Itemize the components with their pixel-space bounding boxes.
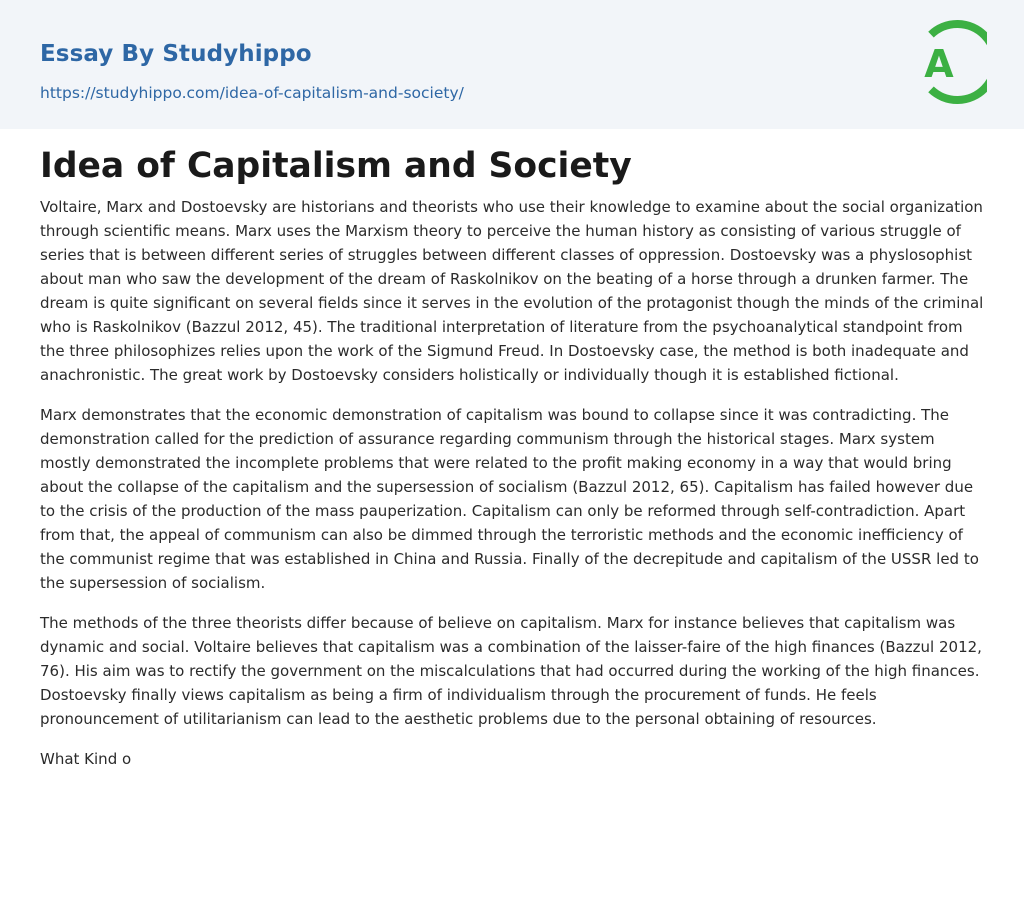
studyhippo-logo-icon[interactable] xyxy=(911,18,987,106)
essay-body xyxy=(40,195,986,787)
essay-paragraph-3: The methods of the three theorists differ because of believe on capitalism. Marx for instance believes that capitalism was dynamic and social. Voltaire believes that capitalism was a combination of the laisser-faire of the high finances (Bazzul 2012, 76). His aim was to rectify the government on the miscalculations that had occurred during the working of the high finances. Dostoevsky finally views capitalism as being a firm of individualism through the procurement of funds. He feels pronouncement of utilitarianism can lead to the aesthetic problems due to the personal obtaining of resources. xyxy=(40,614,982,728)
essay-title: Idea of Capitalism and Society xyxy=(40,146,632,186)
essay-paragraph-4-truncated: What Kind o xyxy=(40,750,132,768)
essay-paragraph-1: Voltaire, Marx and Dostoevsky are historians and theorists who use their knowledge to examine about the social organization through scientific means. Marx uses the Marxism theory to perceive the human history as consisting of various struggle of series that is between different series of struggles between different classes of oppression. Dostoevsky was a physlosophist about man who saw the development of the dream of Raskolnikov on the beating of a horse through a drunken farmer. The dream is quite significant on several fields since it serves in the evolution of the protagonist though the minds of the criminal who is Raskolnikov (Bazzul 2012, 45). The traditional interpretation of literature from the psychoanalytical standpoint from the three philosophizes relies upon the work of the Sigmund Freud. In Dostoevsky case, the method is both inadequate and anachronistic. The great work by Dostoevsky considers holistically or individually though it is established fictional. xyxy=(40,198,984,384)
brand-name[interactable]: Essay By Studyhippo xyxy=(40,41,312,67)
logo-letter: A xyxy=(924,42,954,86)
site-header xyxy=(0,0,1024,129)
source-url-link[interactable]: https://studyhippo.com/idea-of-capitalism-and-society/ xyxy=(40,84,464,102)
essay-paragraph-2: Marx demonstrates that the economic demonstration of capitalism was bound to collapse since it was contradicting. The demonstration called for the prediction of assurance regarding communism through the historical stages. Marx system mostly demonstrated the incomplete problems that were related to the profit making economy in a way that would bring about the collapse of the capitalism and the supersession of socialism (Bazzul 2012, 65). Capitalism has failed however due to the crisis of the production of the mass pauperization. Capitalism can only be reformed through self-contradiction. Apart from that, the appeal of communism can also be dimmed through the terroristic methods and the economic inefficiency of the communist regime that was established in China and Russia. Finally of the decrepitude and capitalism of the USSR led to the supersession of socialism. xyxy=(40,406,979,592)
